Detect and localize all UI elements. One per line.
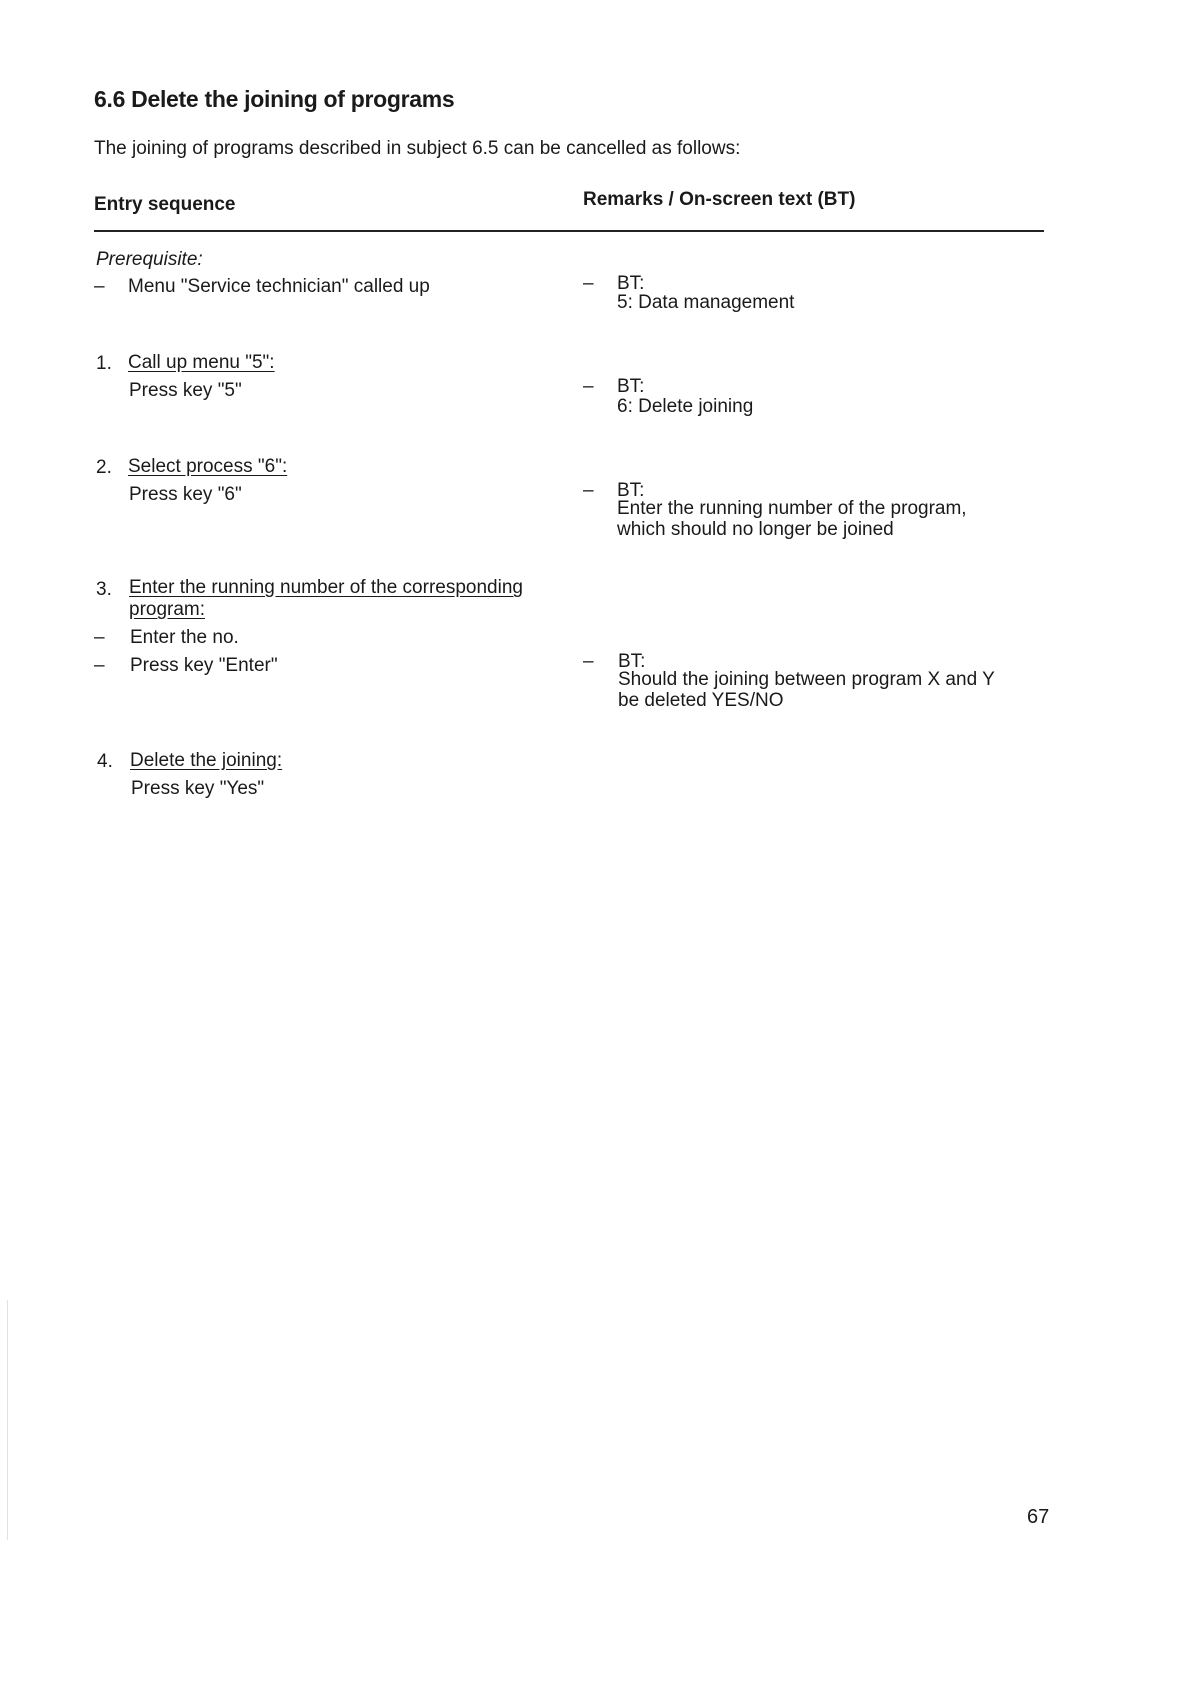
page-number: 67	[1027, 1506, 1050, 1528]
step-number: 1.	[96, 353, 112, 374]
list-dash: –	[94, 627, 105, 648]
step-heading: Select process "6":	[128, 456, 288, 477]
step-heading: program:	[129, 599, 206, 620]
list-dash: –	[94, 276, 105, 297]
remark-dash: –	[583, 376, 594, 397]
step-action: Press key "Yes"	[131, 778, 265, 799]
header-rule	[94, 230, 1044, 232]
remark-text: 6: Delete joining	[617, 396, 754, 417]
remark-text: 5: Data management	[617, 292, 795, 313]
remark-text: be deleted YES/NO	[618, 690, 784, 711]
remark-text: Enter the running number of the program,	[617, 498, 967, 519]
remark-dash: –	[583, 480, 594, 501]
step-heading: Enter the running number of the corresponding	[129, 577, 523, 598]
scan-edge	[7, 1300, 8, 1540]
prerequisite-item: Menu "Service technician" called up	[128, 276, 430, 297]
step-number: 3.	[96, 579, 112, 600]
step-action: Press key "5"	[129, 380, 242, 401]
step-action: Press key "6"	[129, 484, 242, 505]
intro-text: The joining of programs described in subject 6.5 can be cancelled as follows:	[94, 138, 741, 159]
step-number: 4.	[97, 751, 113, 772]
remark-text: Should the joining between program X and Y	[618, 669, 995, 690]
remark-dash: –	[583, 651, 594, 672]
remark-label: BT:	[617, 273, 645, 294]
step-heading: Delete the joining:	[130, 750, 283, 771]
step-heading: Call up menu "5":	[128, 352, 275, 373]
remark-label: BT:	[617, 376, 645, 397]
step-subitem: Press key "Enter"	[130, 655, 278, 676]
right-column-heading: Remarks / On-screen text (BT)	[583, 189, 856, 210]
remark-dash: –	[583, 273, 594, 294]
remark-label: BT:	[617, 480, 645, 501]
step-subitem: Enter the no.	[130, 627, 239, 648]
remark-text: which should no longer be joined	[617, 519, 894, 540]
step-number: 2.	[96, 457, 112, 478]
list-dash: –	[94, 655, 105, 676]
section-title: 6.6 Delete the joining of programs	[94, 86, 455, 112]
left-column-heading: Entry sequence	[94, 194, 236, 215]
prerequisite-label: Prerequisite:	[96, 249, 203, 270]
remark-label: BT:	[618, 651, 646, 672]
